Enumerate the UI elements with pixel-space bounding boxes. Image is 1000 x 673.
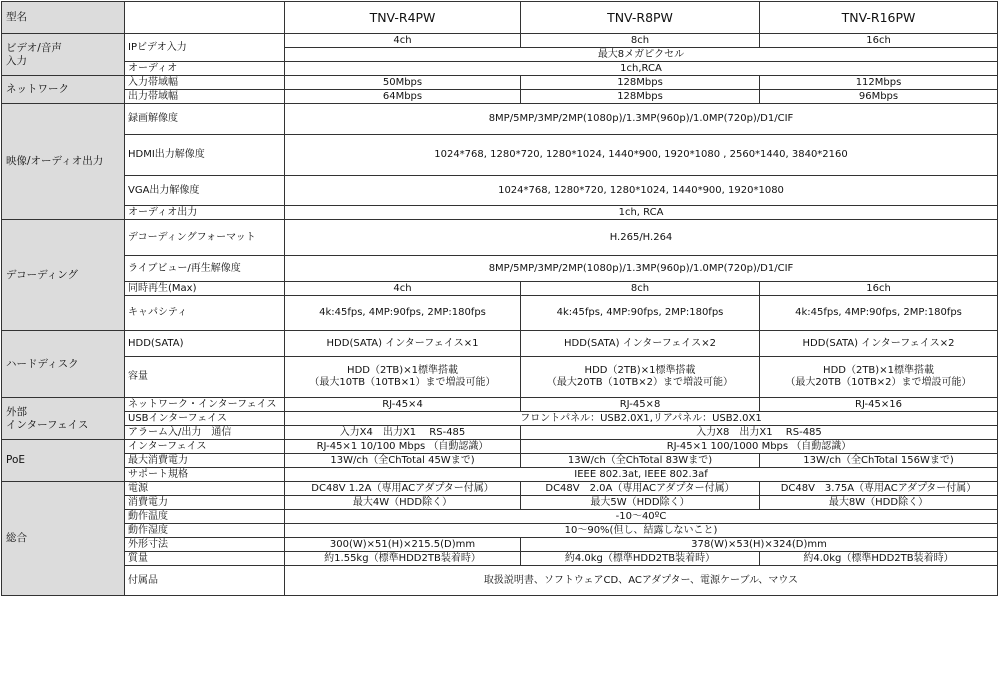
table-row — [2, 468, 998, 482]
hdd-cap-r16: HDD（2TB)×1標準搭載 （最大20TB（10TB×2）まで増設可能） — [760, 357, 998, 398]
table-row — [2, 90, 998, 104]
category-external: 外部 インターフェイス — [2, 398, 125, 440]
row-label-support: サポート規格 — [125, 468, 285, 482]
row-label-poe-if: インターフェイス — [125, 440, 285, 454]
alarm-r4: 入力X4 出力X1 RS-485 — [285, 426, 521, 440]
header-label: 型名 — [2, 2, 125, 34]
row-label-hdd-cap: 容量 — [125, 357, 285, 398]
category-network: ネットワーク — [2, 76, 125, 104]
decode-format-value: H.265/H.264 — [285, 220, 998, 256]
ip-video-r8: 8ch — [521, 34, 760, 48]
sync-play-r8: 8ch — [521, 282, 760, 296]
hdd-sata-r4: HDD(SATA) インターフェイス×1 — [285, 331, 521, 357]
ip-video-r16: 16ch — [760, 34, 998, 48]
category-decoding: デコーディング — [2, 220, 125, 331]
model-r4: TNV-R4PW — [285, 2, 521, 34]
humidity-value: 10～90%(但し、結露しないこと) — [285, 524, 998, 538]
row-label-in-bw: 入力帯域幅 — [125, 76, 285, 90]
in-bw-r4: 50Mbps — [285, 76, 521, 90]
in-bw-r8: 128Mbps — [521, 76, 760, 90]
poe-power-r4: 13W/ch（全ChTotal 45Wまで) — [285, 454, 521, 468]
row-label-weight: 質量 — [125, 552, 285, 566]
row-label-psu: 電源 — [125, 482, 285, 496]
table-row — [2, 566, 998, 596]
audio-value: 1ch,RCA — [285, 62, 998, 76]
live-res-value: 8MP/5MP/3MP/2MP(1080p)/1.3MP(960p)/1.0MP(720p)/D1/CIF — [285, 256, 998, 282]
category-video-audio: ビデオ/音声 入力 — [2, 34, 125, 76]
table-row — [2, 256, 998, 282]
weight-r8: 約4.0kg（標準HDD2TB装着時） — [521, 552, 760, 566]
table-row — [2, 538, 998, 552]
capacity-r16: 4k:45fps, 4MP:90fps, 2MP:180fps — [760, 296, 998, 331]
row-label-alarm: アラーム入/出力 通信 — [125, 426, 285, 440]
out-bw-r16: 96Mbps — [760, 90, 998, 104]
net-if-r4: RJ-45×4 — [285, 398, 521, 412]
dims-r4: 300(W)×51(H)×215.5(D)mm — [285, 538, 521, 552]
row-label-live-res: ライブビュー/再生解像度 — [125, 256, 285, 282]
support-value: IEEE 802.3at, IEEE 802.3af — [285, 468, 998, 482]
consumption-r8: 最大5W（HDD除く） — [521, 496, 760, 510]
row-label-net-if: ネットワーク・インターフェイス — [125, 398, 285, 412]
ip-video-r4: 4ch — [285, 34, 521, 48]
consumption-r16: 最大8W（HDD除く） — [760, 496, 998, 510]
table-row — [2, 220, 998, 256]
header-blank — [125, 2, 285, 34]
poe-power-r16: 13W/ch（全ChTotal 156Wまで) — [760, 454, 998, 468]
hdd-cap-r8: HDD（2TB)×1標準搭載 （最大20TB（10TB×2）まで増設可能） — [521, 357, 760, 398]
hdmi-res-value: 1024*768, 1280*720, 1280*1024, 1440*900, 1920*1080 , 2560*1440, 3840*2160 — [285, 135, 998, 176]
table-row — [2, 426, 998, 440]
row-label-hdmi-res: HDMI出力解像度 — [125, 135, 285, 176]
row-label-vga-res: VGA出力解像度 — [125, 176, 285, 206]
hdd-sata-r8: HDD(SATA) インターフェイス×2 — [521, 331, 760, 357]
table-row — [2, 176, 998, 206]
temp-value: -10～40ºC — [285, 510, 998, 524]
psu-r4: DC48V 1.2A（専用ACアダプター付属） — [285, 482, 521, 496]
table-row — [2, 552, 998, 566]
row-label-usb-if: USBインターフェイス — [125, 412, 285, 426]
table-row — [2, 357, 998, 398]
row-label-rec-res: 録画解像度 — [125, 104, 285, 135]
net-if-r8: RJ-45×8 — [521, 398, 760, 412]
table-row — [2, 296, 998, 331]
net-if-r16: RJ-45×16 — [760, 398, 998, 412]
weight-r16: 約4.0kg（標準HDD2TB装着時） — [760, 552, 998, 566]
poe-power-r8: 13W/ch（全ChTotal 83Wまで) — [521, 454, 760, 468]
in-bw-r16: 112Mbps — [760, 76, 998, 90]
row-label-hdd-sata: HDD(SATA) — [125, 331, 285, 357]
dims-r8-r16: 378(W)×53(H)×324(D)mm — [521, 538, 998, 552]
category-hdd: ハードディスク — [2, 331, 125, 398]
vga-res-value: 1024*768, 1280*720, 1280*1024, 1440*900, 1920*1080 — [285, 176, 998, 206]
row-label-poe-power: 最大消費電力 — [125, 454, 285, 468]
table-row — [2, 331, 998, 357]
hdd-cap-r4: HDD（2TB)×1標準搭載 （最大10TB（10TB×1）まで増設可能） — [285, 357, 521, 398]
table-row — [2, 482, 998, 496]
table-row — [2, 510, 998, 524]
accessories-value: 取扱説明書、ソフトウェアCD、ACアダプター、電源ケーブル、マウス — [285, 566, 998, 596]
row-label-accessories: 付属品 — [125, 566, 285, 596]
table-row — [2, 496, 998, 510]
capacity-r4: 4k:45fps, 4MP:90fps, 2MP:180fps — [285, 296, 521, 331]
rec-res-value: 8MP/5MP/3MP/2MP(1080p)/1.3MP(960p)/1.0MP(720p)/D1/CIF — [285, 104, 998, 135]
consumption-r4: 最大4W（HDD除く） — [285, 496, 521, 510]
category-poe: PoE — [2, 440, 125, 482]
row-label-decode-format: デコーディングフォーマット — [125, 220, 285, 256]
row-label-sync-play: 同時再生(Max) — [125, 282, 285, 296]
category-general: 総合 — [2, 482, 125, 596]
table-row — [2, 104, 998, 135]
table-row — [2, 412, 998, 426]
weight-r4: 約1.55kg（標準HDD2TB装着時） — [285, 552, 521, 566]
ip-video-common: 最大8メガピクセル — [285, 48, 998, 62]
spec-table — [1, 1, 998, 596]
sync-play-r4: 4ch — [285, 282, 521, 296]
table-row — [2, 454, 998, 468]
table-row — [2, 34, 998, 48]
row-label-audio-out: オーディオ出力 — [125, 206, 285, 220]
table-row — [2, 76, 998, 90]
row-label-capacity: キャパシティ — [125, 296, 285, 331]
out-bw-r4: 64Mbps — [285, 90, 521, 104]
row-label-dims: 外形寸法 — [125, 538, 285, 552]
table-row — [2, 524, 998, 538]
table-row — [2, 206, 998, 220]
usb-if-value: フロントパネル：USB2.0X1,リアパネル：USB2.0X1 — [285, 412, 998, 426]
row-label-audio: オーディオ — [125, 62, 285, 76]
row-label-ip-video: IPビデオ入力 — [125, 34, 285, 62]
row-label-out-bw: 出力帯域幅 — [125, 90, 285, 104]
capacity-r8: 4k:45fps, 4MP:90fps, 2MP:180fps — [521, 296, 760, 331]
poe-if-r4: RJ-45×1 10/100 Mbps （自動認識） — [285, 440, 521, 454]
table-row — [2, 135, 998, 176]
model-r8: TNV-R8PW — [521, 2, 760, 34]
poe-if-r8-r16: RJ-45×1 100/1000 Mbps （自動認識） — [521, 440, 998, 454]
table-row — [2, 398, 998, 412]
hdd-sata-r16: HDD(SATA) インターフェイス×2 — [760, 331, 998, 357]
psu-r8: DC48V 2.0A（専用ACアダプター付属） — [521, 482, 760, 496]
alarm-r8-r16: 入力X8 出力X1 RS-485 — [521, 426, 998, 440]
table-row — [2, 440, 998, 454]
out-bw-r8: 128Mbps — [521, 90, 760, 104]
table-row — [2, 282, 998, 296]
category-output: 映像/オーディオ出力 — [2, 104, 125, 220]
table-row — [2, 2, 998, 34]
row-label-temp: 動作温度 — [125, 510, 285, 524]
psu-r16: DC48V 3.75A（専用ACアダプター付属） — [760, 482, 998, 496]
row-label-consumption: 消費電力 — [125, 496, 285, 510]
audio-out-value: 1ch, RCA — [285, 206, 998, 220]
row-label-humidity: 動作湿度 — [125, 524, 285, 538]
sync-play-r16: 16ch — [760, 282, 998, 296]
model-r16: TNV-R16PW — [760, 2, 998, 34]
table-row — [2, 62, 998, 76]
